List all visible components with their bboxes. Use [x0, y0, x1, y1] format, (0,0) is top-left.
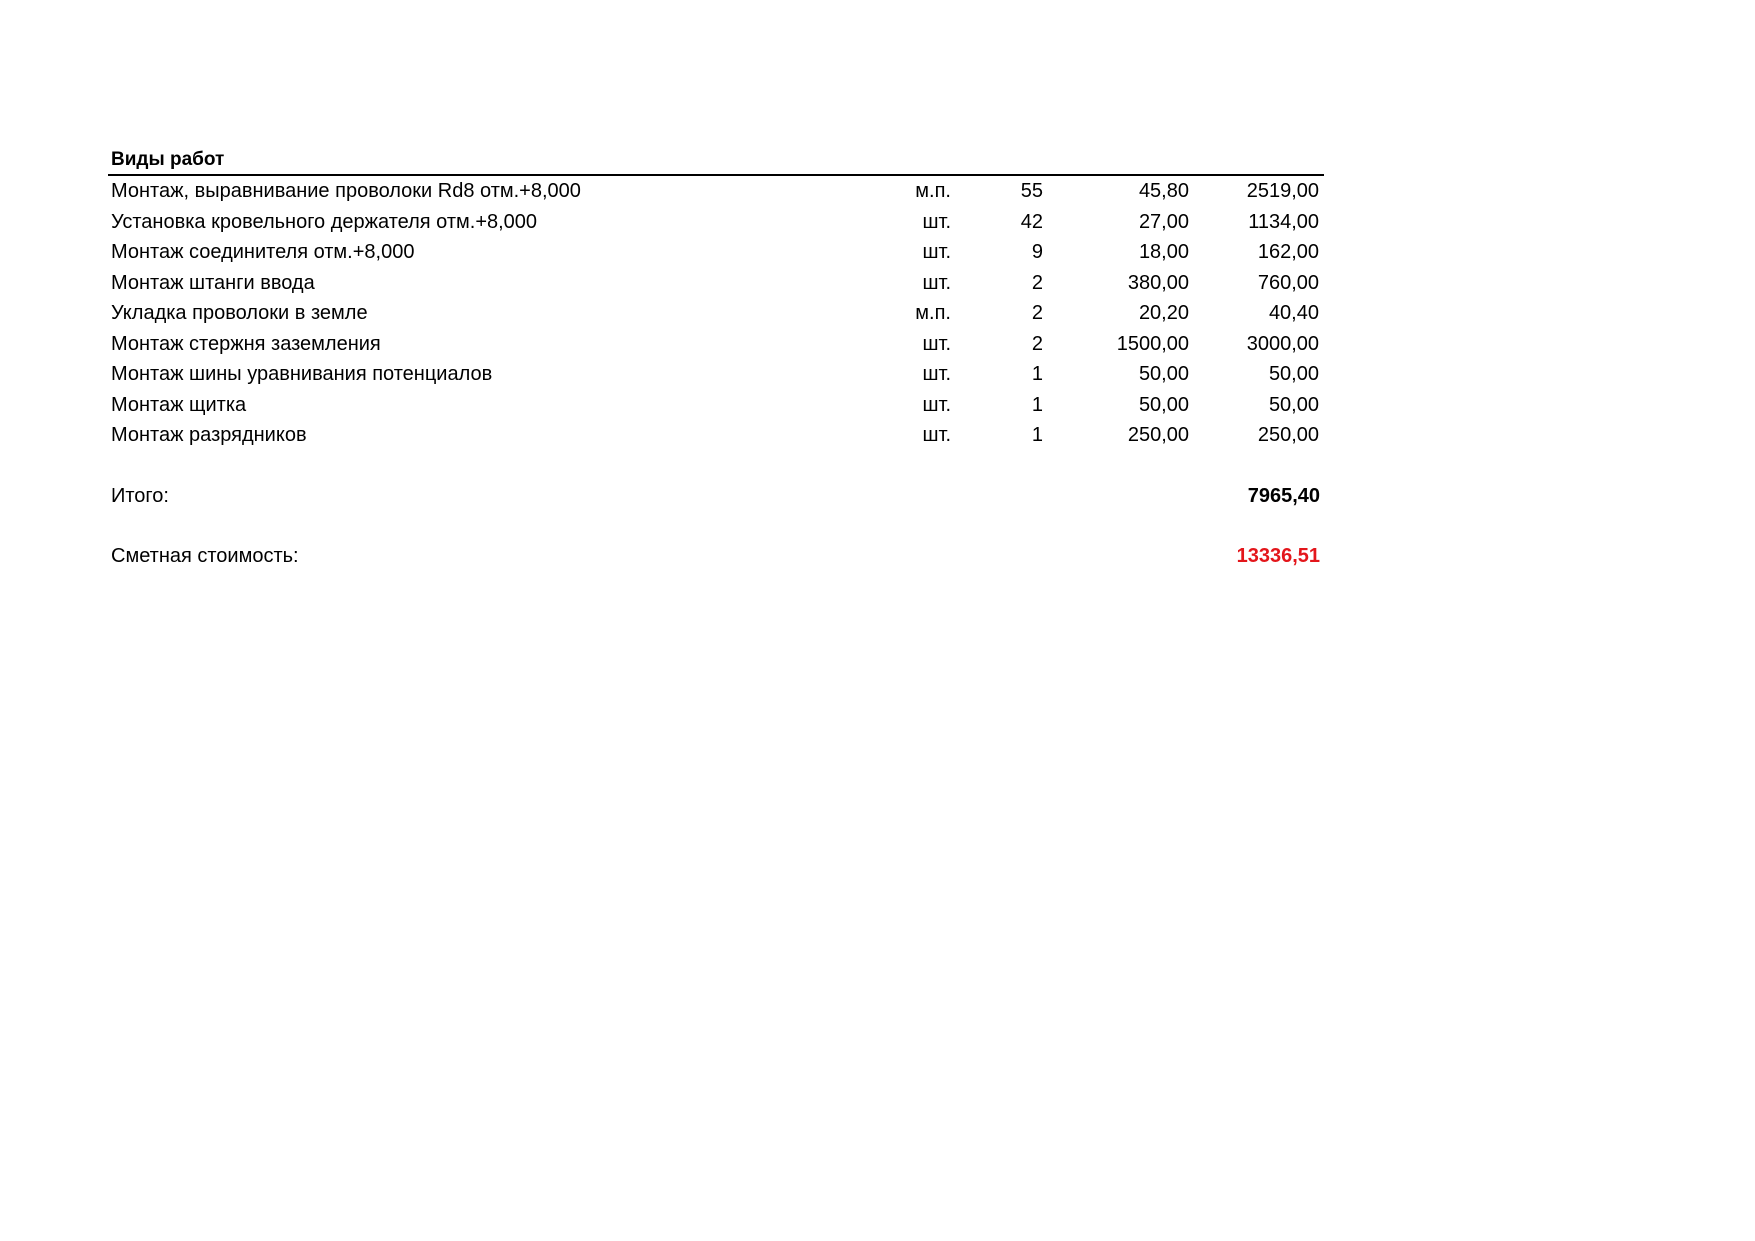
work-qty: 1: [1031, 424, 1043, 446]
work-qty: 9: [1031, 241, 1043, 263]
work-unit: шт.: [922, 241, 951, 263]
table-row: [108, 207, 1324, 238]
table-row: [108, 390, 1324, 421]
work-price: 1500,00: [1116, 332, 1189, 355]
work-sum: 250,00: [1257, 424, 1319, 446]
table-body: [108, 176, 1324, 451]
work-price: 20,20: [1138, 302, 1189, 324]
work-name: Монтаж штанги ввода: [111, 271, 315, 294]
work-unit: шт.: [922, 424, 951, 446]
work-qty: 2: [1031, 302, 1043, 324]
work-sum: 50,00: [1268, 363, 1319, 385]
work-name: Установка кровельного держателя отм.+8,000: [111, 210, 538, 233]
work-qty: 55: [1020, 180, 1043, 202]
work-qty: 2: [1031, 332, 1043, 355]
table-row: [108, 176, 1324, 207]
total-label: Итого:: [111, 484, 169, 507]
work-price: 50,00: [1138, 363, 1189, 385]
work-sum: 2519,00: [1246, 180, 1319, 202]
work-sum: 3000,00: [1246, 332, 1319, 355]
work-qty: 42: [1020, 210, 1043, 233]
work-price: 45,80: [1138, 180, 1189, 202]
work-price: 380,00: [1127, 271, 1189, 294]
work-name: Укладка проволоки в земле: [111, 302, 368, 324]
table-row: [108, 420, 1324, 451]
work-qty: 1: [1031, 363, 1043, 385]
table-row: [108, 329, 1324, 360]
table-row: [108, 268, 1324, 299]
estimate-row: [108, 541, 1324, 572]
section-title: Виды работ: [108, 146, 1324, 176]
work-sum: 1134,00: [1248, 210, 1319, 233]
work-name: Монтаж щитка: [111, 393, 247, 416]
work-unit: м.п.: [915, 302, 951, 324]
work-sum: 760,00: [1257, 271, 1319, 294]
work-sum: 50,00: [1268, 393, 1319, 416]
work-types-table: [108, 146, 1324, 572]
work-unit: м.п.: [915, 180, 951, 202]
work-sum: 162,00: [1257, 241, 1319, 263]
table-row: [108, 298, 1324, 329]
work-unit: шт.: [922, 271, 951, 294]
work-name: Монтаж, выравнивание проволоки Rd8 отм.+8,000: [111, 180, 581, 202]
total-value: 7965,40: [1247, 484, 1320, 507]
work-unit: шт.: [922, 332, 951, 355]
work-price: 18,00: [1138, 241, 1189, 263]
work-price: 50,00: [1138, 393, 1189, 416]
work-unit: шт.: [922, 210, 951, 233]
spacer: [108, 511, 1324, 541]
work-name: Монтаж соединителя отм.+8,000: [111, 241, 415, 263]
work-name: Монтаж стержня заземления: [111, 332, 381, 355]
work-name: Монтаж разрядников: [111, 424, 307, 446]
estimate-label: Сметная стоимость:: [111, 545, 299, 567]
table-row: [108, 237, 1324, 268]
work-unit: шт.: [922, 363, 951, 385]
work-sum: 40,40: [1268, 302, 1319, 324]
spacer: [108, 451, 1324, 481]
work-qty: 2: [1031, 271, 1043, 294]
table-row: [108, 359, 1324, 390]
work-price: 250,00: [1127, 424, 1189, 446]
work-name: Монтаж шины уравнивания потенциалов: [111, 363, 493, 385]
work-price: 27,00: [1138, 210, 1189, 233]
total-row: [108, 481, 1324, 512]
work-qty: 1: [1031, 393, 1043, 416]
estimate-value: 13336,51: [1236, 545, 1320, 567]
work-unit: шт.: [922, 393, 951, 416]
